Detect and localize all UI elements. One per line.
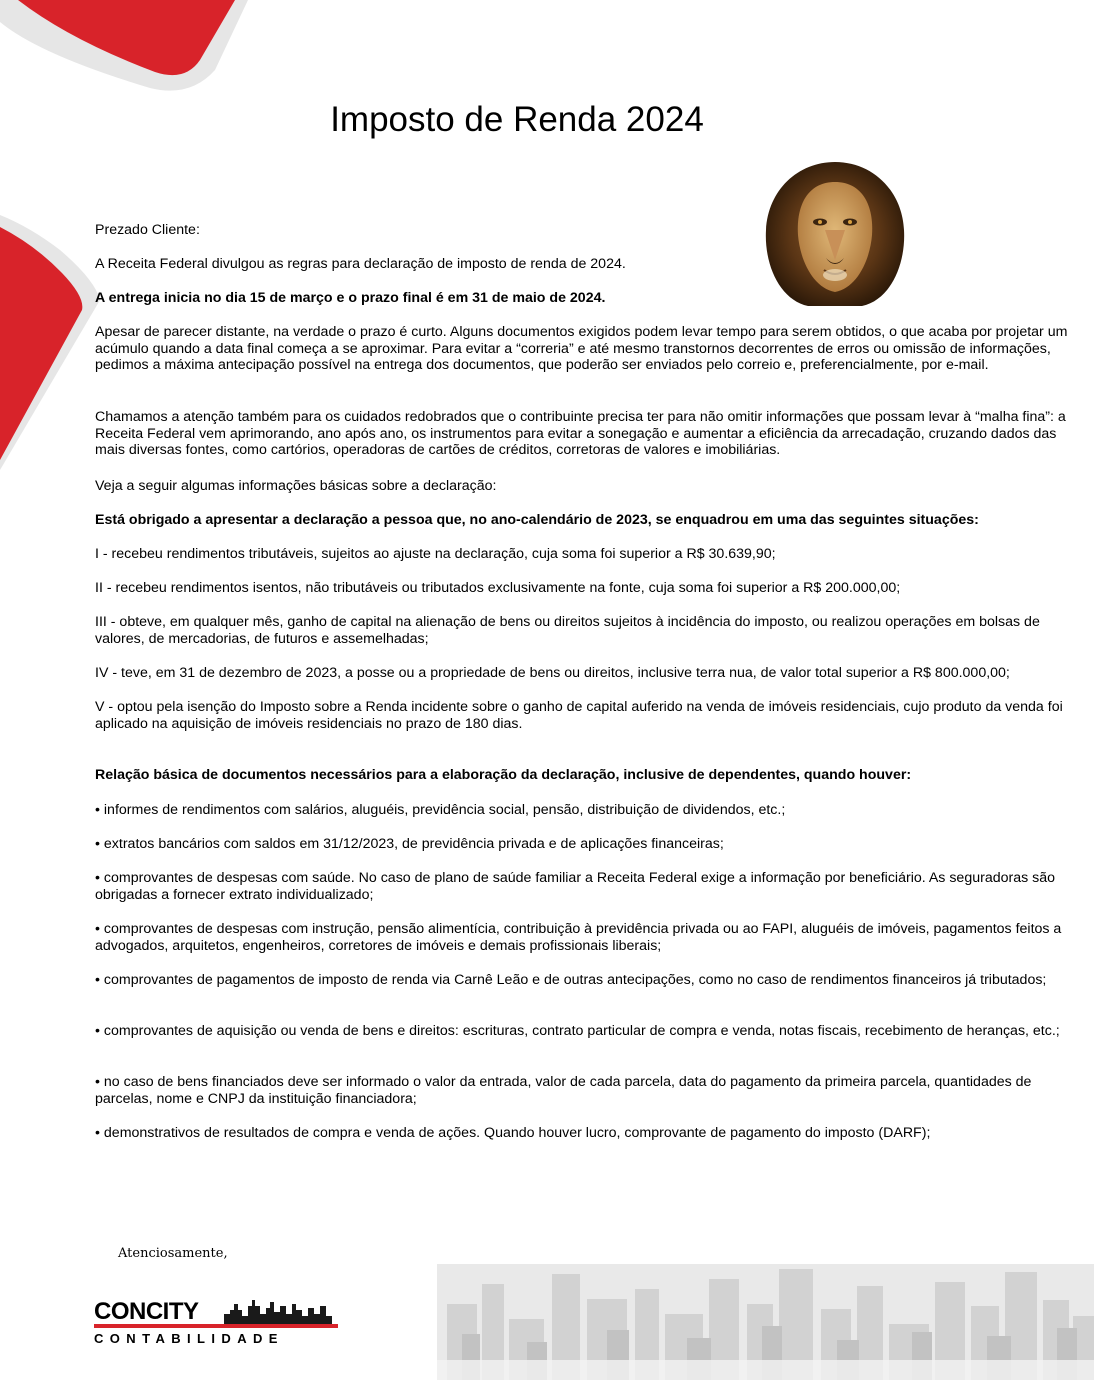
paragraph-3: Veja a seguir algumas informações básicas sobre a declaração:: [95, 478, 497, 494]
document-item: • comprovantes de despesas com saúde. No caso de plano de saúde familiar a Receita Federal exige a informação por beneficiário. As seguradoras são obrigadas a fornecer extrato individualizado;: [95, 870, 1056, 903]
closing-text: Atenciosamente,: [118, 1246, 228, 1261]
top-red-decoration: [0, 0, 260, 95]
paragraph-2: Chamamos a atenção também para os cuidados redobrados que o contribuinte precisa ter para não omitir informações que possam levar à “malha fina”: a Receita Federal vem aprimorando, ano após ano, os instrumentos para evitar a sonegação e aumentar a eficiência da arrecadação, cruzando dados das mais diversas fontes, como cartórios, operadoras de cartões de créditos, corretoras de valores e imobiliárias.: [95, 409, 1066, 459]
obligation-item: IV - teve, em 31 de dezembro de 2023, a posse ou a propriedade de bens ou direitos, inclusive terra nua, de valor total superior a R$ 800.000,00;: [95, 665, 1010, 681]
obligation-item-4-block: [95, 665, 1070, 682]
document-item: • comprovantes de pagamentos de imposto de renda via Carnê Leão e de outras antecipações, como no caso de rendimentos financeiros já tributados;: [95, 972, 1047, 988]
intro-paragraph: A Receita Federal divulgou as regras para declaração de imposto de renda de 2024.: [95, 256, 626, 272]
page-title: Imposto de Renda 2024: [330, 100, 704, 139]
document-item-5-block: [95, 972, 1070, 989]
obligation-item-2-block: [95, 580, 1070, 597]
document-item: • no caso de bens financiados deve ser informado o valor da entrada, valor de cada parcela, data do pagamento da primeira parcela, quantidades de parcelas, nome e CNPJ da instituição financiadora;: [95, 1074, 1032, 1107]
document-item: • extratos bancários com saldos em 31/12/2023, de previdência privada e de aplicações financeiras;: [95, 836, 724, 852]
document-item: • demonstrativos de resultados de compra e venda de ações. Quando houver lucro, comprovante de pagamento do imposto (DARF);: [95, 1125, 931, 1141]
obligation-heading: Está obrigado a apresentar a declaração a pessoa que, no ano-calendário de 2023, se enquadrou em uma das seguintes situações:: [95, 512, 979, 528]
city-skyline-illustration: [437, 1264, 1094, 1380]
document-item: • comprovantes de despesas com instrução, pensão alimentícia, contribuição à previdência privada ou ao FAPI, aluguéis de imóveis, pagamentos feitos a advogados, arquitetos, engenheiros, corretores de imóveis e demais profissionais liberais;: [95, 921, 1062, 954]
deadline-paragraph: A entrega inicia no dia 15 de março e o prazo final é em 31 de maio de 2024.: [95, 290, 606, 306]
document-item-8-block: [95, 1125, 1070, 1142]
obligation-item-1-block: [95, 546, 1070, 563]
document-item: • informes de rendimentos com salários, aluguéis, previdência social, pensão, distribuição de dividendos, etc.;: [95, 802, 786, 818]
document-item-2-block: [95, 836, 1070, 853]
obligation-item: V - optou pela isenção do Imposto sobre a Renda incidente sobre o ganho de capital auferido na venda de imóveis residenciais, cujo produto da venda foi aplicado na aquisição de imóveis residenciais no prazo de 180 dias.: [95, 699, 1063, 732]
obligation-item: III - obteve, em qualquer mês, ganho de capital na alienação de bens ou direitos sujeitos à incidência do imposto, ou realizou operações em bolsas de valores, de mercadorias, de futuros e assemelhadas;: [95, 614, 1040, 647]
document-item-3-block: [95, 870, 1070, 903]
documents-heading: Relação básica de documentos necessários para a elaboração da declaração, inclusive de dependentes, quando houver:: [95, 767, 912, 783]
obligation-item: II - recebeu rendimentos isentos, não tributáveis ou tributados exclusivamente na fonte, cuja soma foi superior a R$ 200.000,00;: [95, 580, 901, 596]
obligation-item-3-block: [95, 614, 1070, 647]
document-item: • comprovantes de aquisição ou venda de bens e direitos: escrituras, contrato particular de compra e venda, notas fiscais, recebimento de heranças, etc.;: [95, 1023, 1060, 1039]
concity-logo: [92, 1296, 340, 1350]
obligation-heading-block: [95, 512, 1070, 529]
logo-name: CONCITY: [94, 1298, 199, 1325]
obligation-item: I - recebeu rendimentos tributáveis, sujeitos ao ajuste na declaração, cuja soma foi superior a R$ 30.639,90;: [95, 546, 776, 562]
paragraph-2-block: [95, 409, 1070, 459]
document-item-7-block: [95, 1074, 1070, 1107]
deadline-block: [95, 290, 1070, 307]
documents-heading-block: [95, 767, 1070, 784]
greeting-block: [95, 222, 1070, 239]
paragraph-3-block: [95, 478, 1070, 495]
paragraph-1: Apesar de parecer distante, na verdade o prazo é curto. Alguns documentos exigidos podem levar tempo para serem obtidos, o que acaba por projetar um acúmulo quando a data final começa a se aproximar. Para evitar a “correria” e até mesmo transtornos decorrentes de erros ou omissão de informações, pedimos a máxima antecipação possível na entrega dos documentos, que poderão ser enviados pelo correio e, preferencialmente, por e-mail.: [95, 324, 1068, 374]
document-item-4-block: [95, 921, 1070, 954]
logo-subtitle: CONTABILIDADE: [94, 1331, 284, 1346]
obligation-item-5-block: [95, 699, 1070, 732]
paragraph-1-block: [95, 324, 1070, 374]
greeting: Prezado Cliente:: [95, 222, 200, 238]
document-item-6-block: [95, 1023, 1070, 1040]
document-item-1-block: [95, 802, 1070, 819]
intro-block: [95, 256, 1070, 273]
left-red-decoration: [0, 215, 100, 470]
